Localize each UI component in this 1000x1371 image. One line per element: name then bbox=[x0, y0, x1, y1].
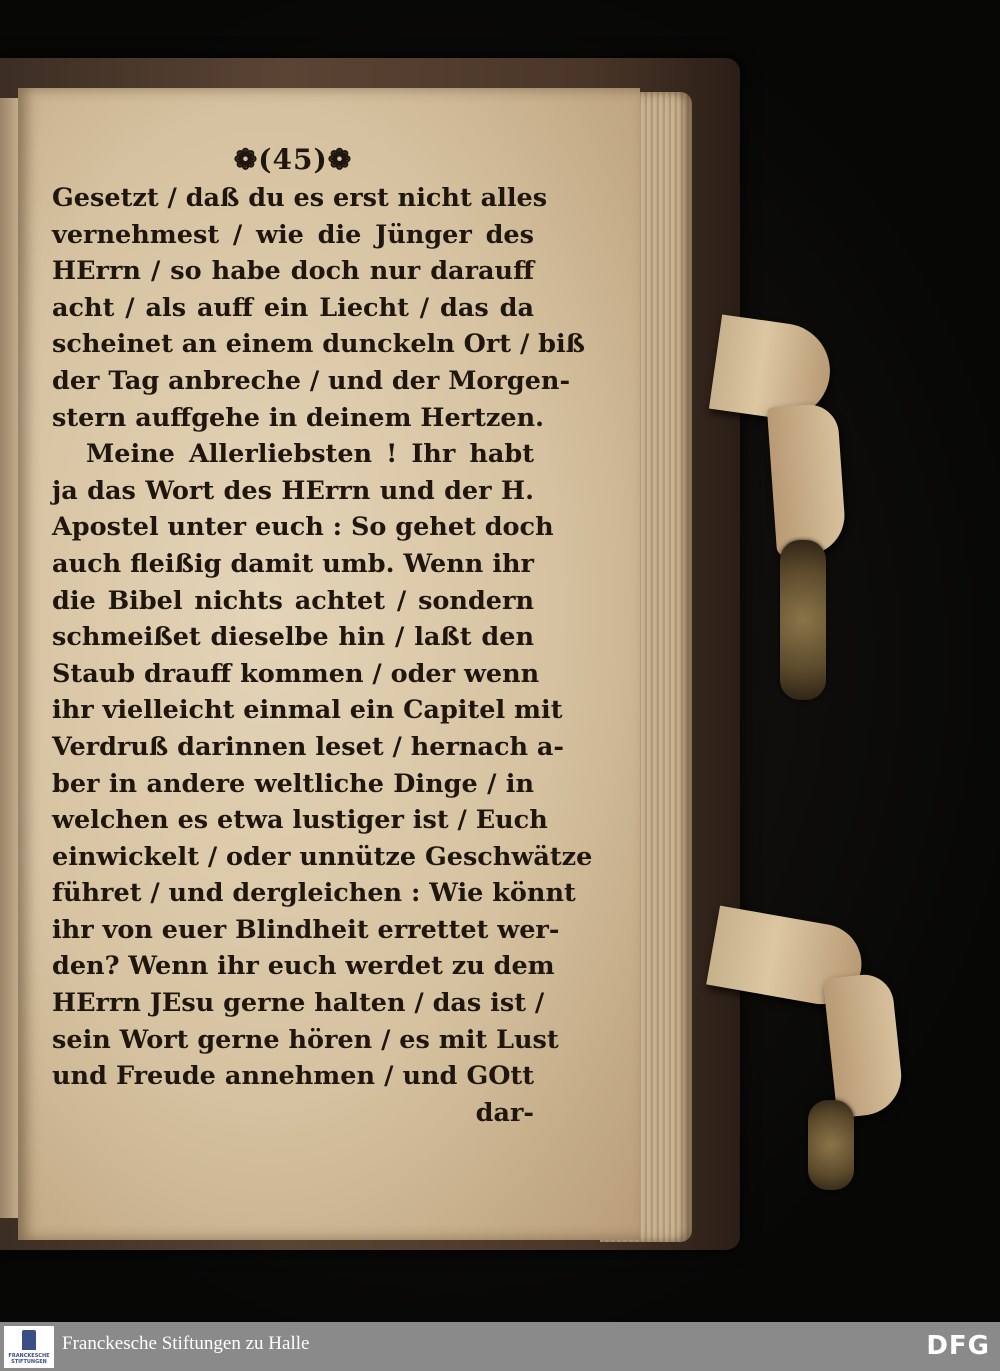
text-line: scheinet an einem dunckeln Ort / biß bbox=[52, 329, 586, 360]
text-line: Gesetzt / daß du es erst nicht alles bbox=[52, 183, 548, 213]
footer-bar bbox=[0, 1322, 1000, 1371]
page-number: ❁(45)❁ bbox=[233, 143, 353, 176]
text-line: Meine Allerliebsten ! Ihr habt bbox=[86, 439, 534, 470]
ornament-icon: ❁ bbox=[327, 143, 353, 176]
ornament-icon: ❁ bbox=[233, 143, 259, 176]
clasp-metal-top bbox=[780, 540, 826, 700]
text-line: stern auffgehe in deinem Hertzen. bbox=[52, 402, 545, 433]
page-text bbox=[52, 140, 593, 1131]
text-line: Staub drauff kommen / oder wenn bbox=[52, 658, 540, 689]
text-line: Verdruß darinnen leset / hernach a- bbox=[52, 731, 565, 762]
logo-text: FRANCKESCHE STIFTUNGEN bbox=[8, 1353, 50, 1365]
clasp-metal-bottom bbox=[808, 1100, 854, 1190]
text-line: acht / als auff ein Liecht / das da bbox=[52, 292, 534, 323]
text-line: Apostel unter euch : So gehet doch bbox=[52, 512, 554, 543]
text-line: führet / und dergleichen : Wie könnt bbox=[52, 878, 576, 909]
text-line: und Freude annehmen / und GOtt bbox=[52, 1061, 534, 1092]
clasp-strap-top-fold bbox=[767, 403, 847, 558]
text-line: die Bibel nichts achtet / sondern bbox=[52, 585, 534, 616]
text-line: einwickelt / oder unnütze Geschwätze bbox=[52, 841, 593, 872]
text-line: schmeißet dieselbe hin / laßt den bbox=[52, 622, 534, 653]
text-line: vernehmest / wie die Jünger des bbox=[52, 219, 534, 250]
catchword: dar- bbox=[475, 1097, 534, 1128]
text-line: HErrn / so habe doch nur darauff bbox=[52, 256, 534, 287]
text-line: den? Wenn ihr euch werdet zu dem bbox=[52, 951, 555, 982]
clasp-strap-bottom-fold bbox=[823, 972, 905, 1118]
text-line: HErrn JEsu gerne halten / das ist / bbox=[52, 988, 545, 1019]
text-line: ihr vielleicht einmal ein Capitel mit bbox=[52, 695, 563, 726]
text-line: ihr von euer Blindheit errettet wer- bbox=[52, 914, 560, 945]
text-line: auch fleißig damit umb. Wenn ihr bbox=[52, 548, 534, 579]
text-line: sein Wort gerne hören / es mit Lust bbox=[52, 1024, 559, 1055]
text-line: ja das Wort des HErrn und der H. bbox=[52, 475, 534, 506]
dfg-logo[interactable]: DFG bbox=[926, 1331, 990, 1361]
building-icon bbox=[22, 1330, 36, 1350]
text-line: der Tag anbreche / und der Morgen- bbox=[52, 365, 571, 396]
text-line: ber in andere weltliche Dinge / in bbox=[52, 768, 534, 799]
text-line: welchen es etwa lustiger ist / Euch bbox=[52, 805, 548, 836]
institution-logo[interactable] bbox=[4, 1326, 54, 1368]
institution-name[interactable]: Franckesche Stiftungen zu Halle bbox=[62, 1333, 310, 1354]
